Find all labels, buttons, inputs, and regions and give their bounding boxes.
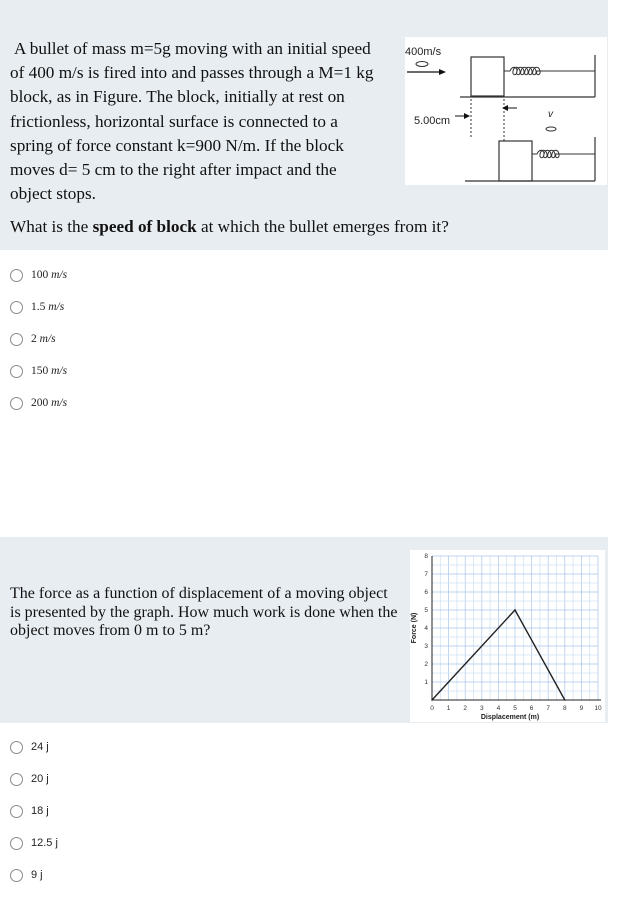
x-tick-label: 10 [594,705,602,712]
radio-button[interactable] [10,741,23,754]
q1-line-1: A bullet of mass m=5g moving with an initial speed [14,39,371,58]
distance-label: 5.00cm [414,115,451,127]
q1-line-6: moves d= 5 cm to the right after impact and the [10,160,337,180]
question-2-options [10,731,58,891]
q2-option-5[interactable] [10,859,58,891]
option-label: 12.5 j [31,837,58,849]
q1-line-7: object stops. [10,184,96,204]
data-point [514,609,516,611]
option-label: 1.5 m/s [31,301,65,313]
option-label: 150 m/s [31,365,68,377]
q1-prompt-bold: speed of block [92,217,197,236]
x-tick-label: 9 [579,705,584,712]
speed-label: 400m/s [405,46,442,58]
x-tick-label: 1 [446,705,451,712]
q1-line-4: frictionless, horizontal surface is connected to a [10,111,338,131]
y-tick-label: 3 [424,643,428,650]
bullet-icon [416,62,428,67]
radio-button[interactable] [10,301,23,314]
radio-button[interactable] [10,333,23,346]
q2-option-4[interactable] [10,827,58,859]
q2-option-2[interactable] [10,763,58,795]
bullet-block-spring-figure [405,37,607,185]
x-tick-label: 0 [430,705,434,712]
y-axis-label: Force (N) [411,612,418,644]
radio-button[interactable] [10,837,23,850]
option-label: 9 j [31,869,43,881]
data-point [564,699,566,701]
q2-line-1: The force as a function of displacement of a moving object [10,585,388,602]
q1-prompt-suffix: at which the bullet emerges from it? [196,217,449,236]
spring-compressed-icon [532,150,595,158]
question-2-text [10,585,405,641]
x-tick-label: 4 [496,705,501,712]
x-tick-label: 7 [546,705,551,712]
option-label: 20 j [31,773,49,785]
radio-button[interactable] [10,365,23,378]
option-label: 100 m/s [31,269,68,281]
velocity-v-label: v [548,109,553,120]
q2-line-2: is presented by the graph. How much work is done when the [10,603,398,621]
x-tick-label: 2 [463,705,468,712]
q1-line-2: of 400 m/s is fired into and passes through a M=1 kg [10,63,374,83]
x-tick-label: 3 [479,705,484,712]
q2-option-1[interactable] [10,731,58,763]
radio-button[interactable] [10,773,23,786]
question-1-prompt [10,217,449,237]
option-label: 18 j [31,805,49,817]
q1-option-3[interactable] [10,323,67,355]
option-label: 200 m/s [31,397,68,409]
q1-line-5: spring of force constant k=900 N/m. If the block [10,135,344,155]
radio-button[interactable] [10,397,23,410]
spring-icon [504,67,595,75]
option-label: 2 m/s [31,333,56,345]
q1-option-2[interactable] [10,291,67,323]
q1-option-1[interactable] [10,259,67,291]
radio-button[interactable] [10,269,23,282]
y-tick-label: 5 [424,607,428,614]
radio-button[interactable] [10,805,23,818]
y-tick-label: 8 [424,553,428,560]
x-tick-label: 5 [513,705,517,712]
data-point [431,699,433,701]
y-tick-label: 4 [424,625,428,632]
y-tick-label: 7 [424,571,428,578]
question-1-options [10,259,67,419]
q1-prompt-prefix: What is the [10,217,93,236]
x-tick-label: 8 [562,705,567,712]
q1-line-3: block, as in Figure. The block, initially at rest on [10,87,345,107]
radio-button[interactable] [10,869,23,882]
q1-option-4[interactable] [10,355,67,387]
q2-line-3: object moves from 0 m to 5 m? [10,622,211,639]
y-tick-label: 6 [424,589,428,596]
block-before [471,57,504,96]
force-displacement-chart [410,550,605,722]
y-tick-label: 2 [424,661,428,668]
option-label: 24 j [31,741,49,753]
block-after [499,141,532,181]
question-1-text [10,37,396,206]
x-tick-label: 6 [529,705,534,712]
y-tick-label: 1 [424,679,428,686]
x-axis-label: Displacement (m) [480,714,540,721]
q1-option-5[interactable] [10,387,67,419]
bullet-after-icon [546,127,556,131]
q2-option-3[interactable] [10,795,58,827]
